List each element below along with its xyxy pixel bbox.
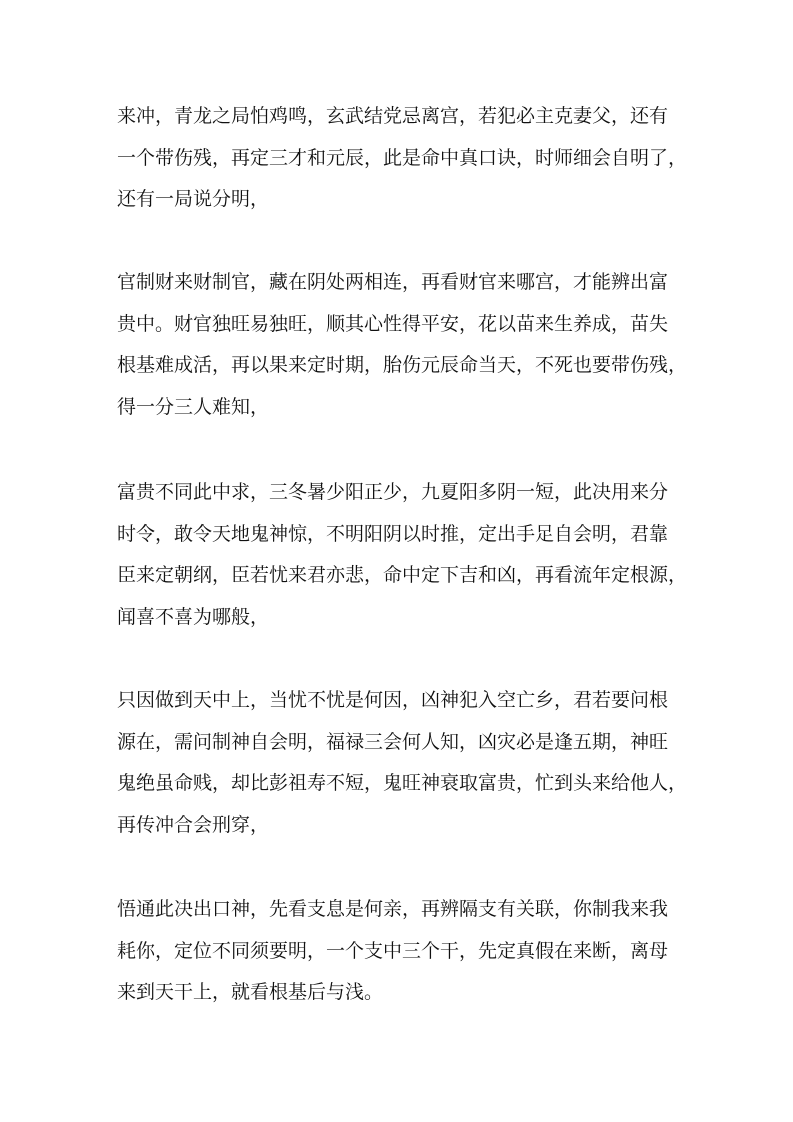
text-line: 源在，需问制神自会明，福禄三会何人知，凶灾必是逢五期，神旺	[117, 730, 669, 753]
text-line: 闻喜不喜为哪般，	[117, 606, 270, 629]
paragraph-4	[117, 680, 688, 847]
text-line: 来冲，青龙之局怕鸡鸣，玄武结党忌离宫，若犯必主克妻父，还有	[117, 105, 669, 127]
text-line: 根基难成活，再以果来定时期，胎伤元辰命当天，不死也要带伤残，	[117, 354, 688, 377]
paragraph-3	[117, 472, 688, 639]
paragraph-2	[117, 262, 688, 429]
text-line: 还有一局说分明，	[117, 188, 270, 211]
text-line: 悟通此决出口神，先看支息是何亲，再辨隔支有关联，你制我来我	[117, 898, 669, 920]
text-line: 臣来定朝纲，臣若忧来君亦悲，命中定下吉和凶，再看流年定根源，	[117, 564, 688, 587]
text-line: 只因做到天中上，当忧不忧是何因，凶神犯入空亡乡，君若要问根	[117, 689, 669, 711]
text-line: 来到天干上，就看根基后与浅。	[117, 981, 384, 1004]
text-line: 鬼绝虽命贱，却比彭祖寿不短，鬼旺神衰取富贵，忙到头来给他人，	[117, 772, 688, 795]
text-line: 官制财来财制官，藏在阴处两相连，再看财官来哪宫，才能辨出富	[117, 271, 669, 293]
paragraph-5	[117, 889, 677, 1014]
text-line: 一个带伤残，再定三才和元辰，此是命中真口诀，时师细会自明了，	[117, 146, 688, 169]
text-line: 耗你，定位不同须要明，一个支中三个干，先定真假在来断，离母	[117, 939, 669, 962]
text-line: 得一分三人难知，	[117, 396, 270, 419]
text-line: 时令，敢令天地鬼神惊，不明阳阴以时推，定出手足自会明，君靠	[117, 522, 669, 545]
paragraph-1	[117, 96, 688, 221]
text-line: 再传冲合会刑穿，	[117, 814, 270, 837]
text-line: 富贵不同此中求，三冬暑少阳正少，九夏阳多阴一短，此决用来分	[117, 481, 669, 503]
text-line: 贵中。财官独旺易独旺，顺其心性得平安，花以苗来生养成，苗失	[117, 312, 669, 335]
